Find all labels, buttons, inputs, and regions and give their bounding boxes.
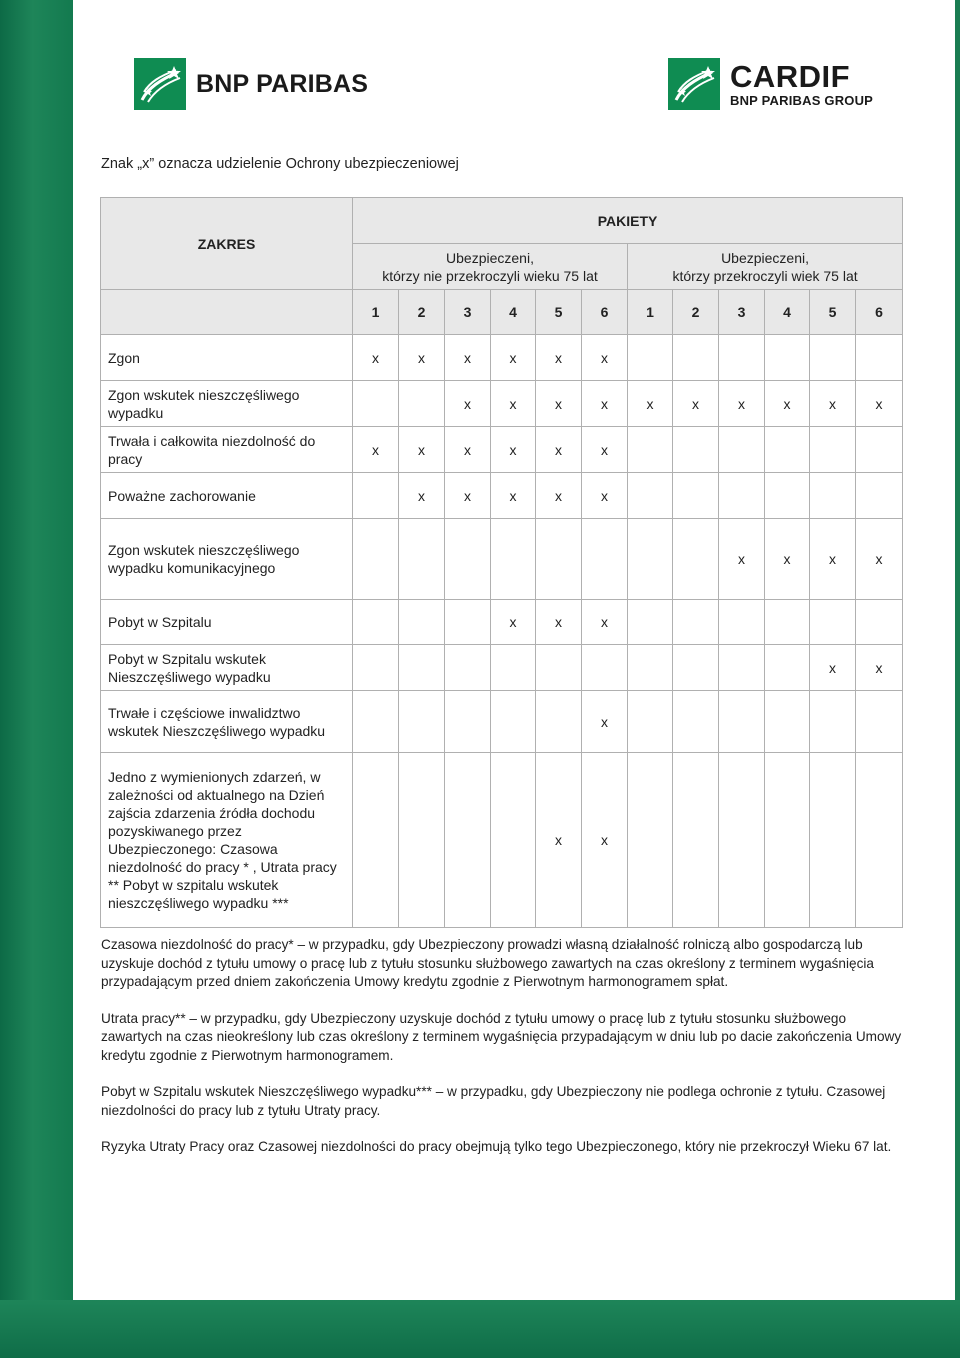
coverage-mark — [810, 691, 856, 753]
coverage-mark — [628, 473, 673, 519]
footnotes — [101, 936, 903, 1175]
coverage-mark: x — [491, 381, 536, 427]
coverage-mark: x — [353, 335, 399, 381]
bnp-stars-icon — [134, 58, 186, 110]
pakiety-header: PAKIETY — [353, 198, 903, 244]
coverage-mark — [810, 473, 856, 519]
cardif-group-label: BNP PARIBAS GROUP — [730, 93, 874, 108]
coverage-mark — [765, 335, 810, 381]
coverage-mark — [445, 691, 491, 753]
coverage-mark — [719, 600, 765, 645]
coverage-mark — [445, 519, 491, 600]
package-number: 4 — [491, 290, 536, 335]
coverage-mark — [399, 600, 445, 645]
coverage-mark — [856, 753, 903, 928]
coverage-label: Zgon — [101, 335, 353, 381]
coverage-mark — [856, 427, 903, 473]
coverage-mark — [628, 427, 673, 473]
coverage-mark: x — [856, 645, 903, 691]
coverage-mark — [856, 691, 903, 753]
coverage-mark — [765, 691, 810, 753]
package-number: 6 — [582, 290, 628, 335]
background-frame-left — [0, 0, 73, 1358]
coverage-mark — [810, 427, 856, 473]
group-under-75-header — [353, 244, 628, 290]
coverage-mark — [673, 691, 719, 753]
coverage-mark: x — [491, 473, 536, 519]
coverage-mark — [673, 519, 719, 600]
coverage-mark: x — [810, 519, 856, 600]
coverage-mark — [353, 381, 399, 427]
table-row — [101, 335, 903, 381]
coverage-mark — [399, 691, 445, 753]
coverage-label: Pobyt w Szpitalu wskutek Nieszczęśliwego wypadku — [101, 645, 353, 691]
package-number: 5 — [536, 290, 582, 335]
coverage-mark — [399, 645, 445, 691]
package-number: 2 — [399, 290, 445, 335]
coverage-mark: x — [765, 381, 810, 427]
coverage-mark — [719, 645, 765, 691]
package-number: 1 — [628, 290, 673, 335]
cardif-stars-icon — [668, 58, 720, 110]
group-over-75-header — [628, 244, 903, 290]
coverage-mark — [353, 600, 399, 645]
coverage-mark: x — [628, 381, 673, 427]
package-number: 2 — [673, 290, 719, 335]
coverage-mark: x — [582, 335, 628, 381]
coverage-label: Pobyt w Szpitalu — [101, 600, 353, 645]
coverage-mark: x — [536, 427, 582, 473]
table-row — [101, 473, 903, 519]
coverage-mark — [810, 753, 856, 928]
coverage-mark — [628, 600, 673, 645]
coverage-label: Poważne zachorowanie — [101, 473, 353, 519]
background-frame-right — [955, 0, 960, 1358]
zakres-header: ZAKRES — [101, 198, 353, 290]
coverage-mark: x — [536, 473, 582, 519]
coverage-mark — [719, 753, 765, 928]
coverage-mark — [765, 600, 810, 645]
package-number: 4 — [765, 290, 810, 335]
footnote-wiek-67: Ryzyka Utraty Pracy oraz Czasowej niezdolności do pracy obejmują tylko tego Ubezpieczonego, który nie przekroczył Wieku 67 lat. — [101, 1139, 892, 1154]
package-number: 6 — [856, 290, 903, 335]
coverage-mark: x — [582, 473, 628, 519]
coverage-mark: x — [719, 381, 765, 427]
coverage-mark: x — [810, 381, 856, 427]
coverage-mark — [582, 519, 628, 600]
bnp-paribas-wordmark: BNP PARIBAS — [196, 69, 369, 98]
coverage-mark — [628, 753, 673, 928]
coverage-mark — [491, 691, 536, 753]
coverage-mark — [491, 519, 536, 600]
coverage-mark: x — [673, 381, 719, 427]
coverage-mark: x — [536, 381, 582, 427]
table-row — [101, 381, 903, 427]
coverage-mark — [399, 753, 445, 928]
coverage-mark — [353, 691, 399, 753]
coverage-mark — [856, 335, 903, 381]
coverage-mark — [536, 645, 582, 691]
table-row — [101, 600, 903, 645]
table-row — [101, 753, 903, 928]
coverage-mark — [673, 473, 719, 519]
coverage-mark: x — [445, 427, 491, 473]
coverage-mark: x — [856, 381, 903, 427]
coverage-mark — [491, 645, 536, 691]
coverage-mark — [353, 519, 399, 600]
coverage-mark — [628, 335, 673, 381]
coverage-mark: x — [491, 335, 536, 381]
coverage-mark — [445, 753, 491, 928]
coverage-mark — [628, 519, 673, 600]
coverage-mark — [353, 473, 399, 519]
coverage-mark: x — [399, 335, 445, 381]
coverage-label: Trwałe i częściowe inwalidztwo wskutek Nieszczęśliwego wypadku — [101, 691, 353, 753]
coverage-mark — [810, 600, 856, 645]
coverage-mark — [536, 519, 582, 600]
coverage-mark: x — [582, 600, 628, 645]
coverage-mark: x — [719, 519, 765, 600]
coverage-mark: x — [445, 381, 491, 427]
coverage-mark: x — [582, 691, 628, 753]
coverage-label: Jedno z wymienionych zdarzeń, w zależności od aktualnego na Dzień zajścia zdarzenia źródła dochodu pozyskiwanego przez Ubezpieczonego: Czasowa niezdolność do pracy * , Utrata pracy ** Pobyt w szpitalu wskutek nieszczęśliwego wypadku *** — [101, 753, 353, 928]
coverage-mark — [856, 473, 903, 519]
coverage-mark — [445, 600, 491, 645]
coverage-mark — [719, 691, 765, 753]
coverage-mark: x — [582, 381, 628, 427]
package-number: 3 — [445, 290, 491, 335]
coverage-mark — [856, 600, 903, 645]
coverage-mark — [765, 645, 810, 691]
coverage-mark: x — [399, 473, 445, 519]
coverage-mark — [628, 691, 673, 753]
legend-intro: Znak „x” oznacza udzielenie Ochrony ubezpieczeniowej — [101, 156, 459, 172]
coverage-mark — [628, 645, 673, 691]
coverage-mark — [673, 753, 719, 928]
coverage-table — [100, 197, 903, 928]
coverage-mark: x — [491, 427, 536, 473]
coverage-mark — [719, 473, 765, 519]
coverage-mark — [810, 335, 856, 381]
coverage-mark: x — [856, 519, 903, 600]
coverage-mark — [353, 753, 399, 928]
coverage-mark — [719, 427, 765, 473]
coverage-mark — [399, 519, 445, 600]
group-over-75-line2: którzy przekroczyli wiek 75 lat — [672, 267, 858, 284]
coverage-mark: x — [582, 427, 628, 473]
coverage-mark: x — [810, 645, 856, 691]
package-number: 5 — [810, 290, 856, 335]
group-under-75-line1: Ubezpieczeni, — [446, 249, 534, 266]
coverage-mark: x — [582, 753, 628, 928]
coverage-mark: x — [445, 473, 491, 519]
table-row — [101, 427, 903, 473]
table-row — [101, 691, 903, 753]
coverage-mark — [765, 427, 810, 473]
footnote-czasowa-niezdolnosc: Czasowa niezdolność do pracy* – w przypadku, gdy Ubezpieczony prowadzi własną działalność rolniczą albo gospodarczą lub uzyskuje dochód z tytułu umowy o pracę lub z tytułu stosunku służbowego zawartych na czas określony z terminem wygaśnięcia przypadającym przed dniem zakończenia Umowy kredytu zgodnie z Pierwotnym harmonogramem spłat. — [101, 937, 874, 989]
coverage-label: Zgon wskutek nieszczęśliwego wypadku komunikacyjnego — [101, 519, 353, 600]
coverage-mark: x — [536, 753, 582, 928]
coverage-mark — [673, 600, 719, 645]
coverage-mark — [536, 691, 582, 753]
coverage-mark: x — [353, 427, 399, 473]
package-number: 3 — [719, 290, 765, 335]
coverage-mark — [765, 473, 810, 519]
footnote-pobyt-w-szpitalu: Pobyt w Szpitalu wskutek Nieszczęśliwego wypadku*** – w przypadku, gdy Ubezpieczony nie podlega ochronie z tytułu. Czasowej niezdolności do pracy lub z tytułu Utraty pracy. — [101, 1084, 886, 1118]
table-row — [101, 519, 903, 600]
coverage-mark — [673, 427, 719, 473]
group-under-75-line2: którzy nie przekroczyli wieku 75 lat — [382, 267, 598, 284]
coverage-label: Zgon wskutek nieszczęśliwego wypadku — [101, 381, 353, 427]
blank-header-cell — [101, 290, 353, 335]
coverage-mark: x — [491, 600, 536, 645]
coverage-mark — [399, 381, 445, 427]
table-row — [101, 645, 903, 691]
coverage-mark — [582, 645, 628, 691]
coverage-mark — [491, 753, 536, 928]
coverage-mark: x — [765, 519, 810, 600]
coverage-mark: x — [536, 600, 582, 645]
coverage-mark — [765, 753, 810, 928]
coverage-mark: x — [445, 335, 491, 381]
group-over-75-line1: Ubezpieczeni, — [721, 249, 809, 266]
coverage-mark — [353, 645, 399, 691]
footnote-utrata-pracy: Utrata pracy** – w przypadku, gdy Ubezpieczony uzyskuje dochód z tytułu umowy o pracę lub z tytułu stosunku służbowego zawartych na czas nieokreślony lub czas określony z terminem wygaśnięcia przypadającym w dniu lub po dacie zakończenia Umowy kredytu zgodnie z Pierwotnym harmonogramem. — [101, 1010, 902, 1063]
cardif-wordmark: CARDIF — [730, 59, 851, 94]
background-frame-bottom — [0, 1300, 960, 1358]
package-number: 1 — [353, 290, 399, 335]
coverage-label: Trwała i całkowita niezdolność do pracy — [101, 427, 353, 473]
coverage-mark — [673, 645, 719, 691]
bnp-paribas-logo — [134, 58, 368, 110]
coverage-mark: x — [399, 427, 445, 473]
coverage-mark: x — [536, 335, 582, 381]
coverage-mark — [719, 335, 765, 381]
coverage-mark — [445, 645, 491, 691]
coverage-mark — [673, 335, 719, 381]
cardif-logo — [668, 58, 873, 110]
